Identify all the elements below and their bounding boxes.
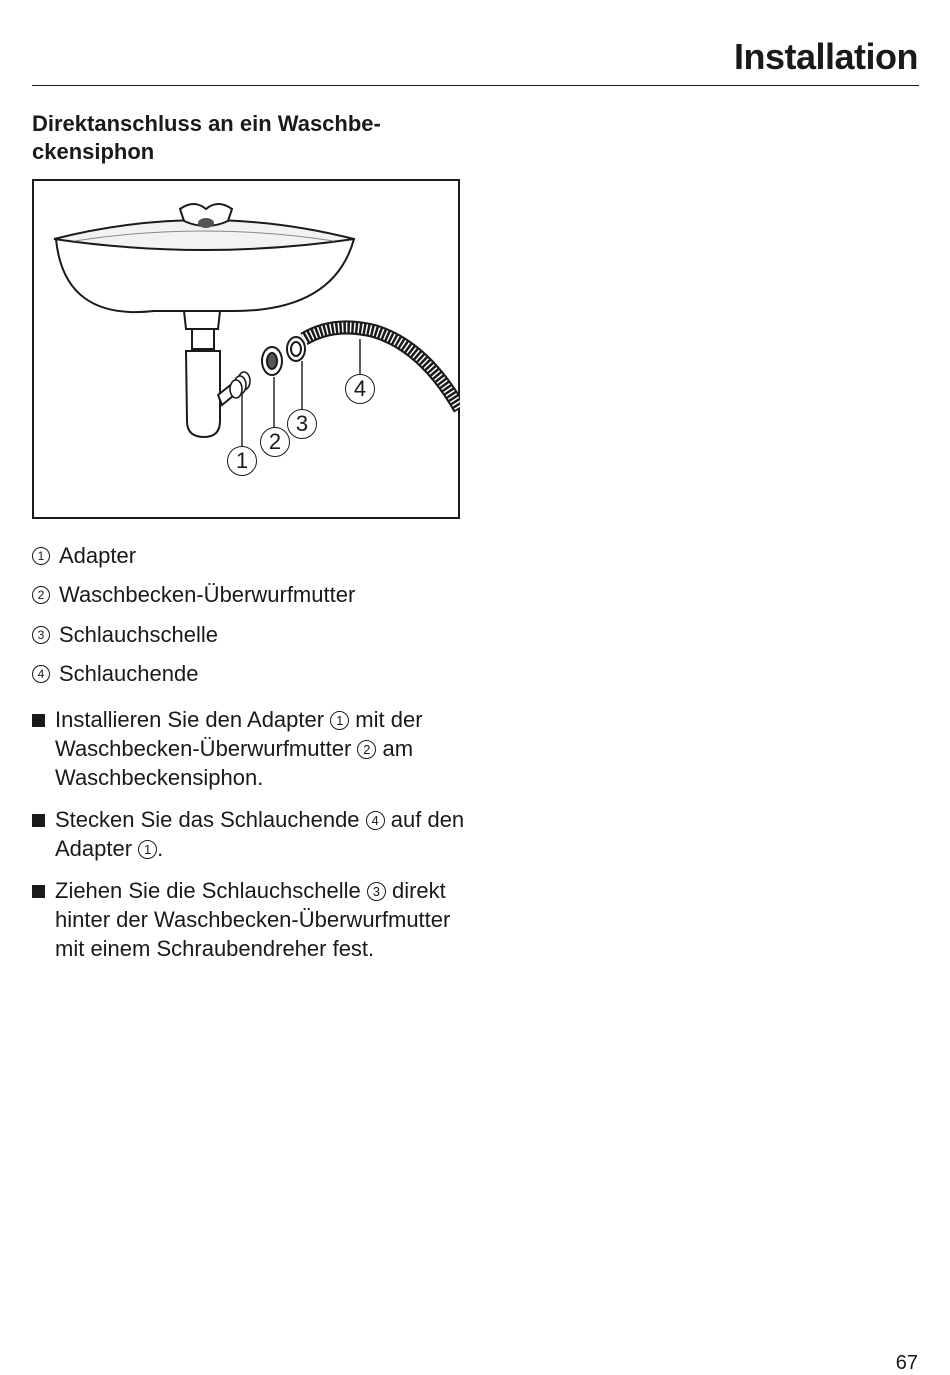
step-ref-number: 1: [138, 840, 157, 859]
instruction-steps: [32, 705, 472, 976]
step-text: am Waschbeckensiphon.: [55, 736, 414, 790]
legend-label: Adapter: [59, 542, 137, 568]
legend-number: 1: [32, 547, 50, 565]
nut-part: [262, 347, 282, 375]
legend-label: Waschbecken-Überwurfmutter: [59, 582, 356, 608]
adapter-part: [230, 372, 250, 398]
step-text: Installieren Sie den Adapter: [55, 707, 331, 732]
legend-item: [32, 655, 355, 695]
step-text: Ziehen Sie die Schlauchschelle: [55, 878, 367, 903]
parts-legend: [32, 536, 355, 694]
section-heading-line2: ckensiphon: [32, 139, 155, 164]
section-heading: [32, 110, 452, 166]
page-title: Installation: [733, 36, 918, 77]
step-ref-number: 2: [357, 740, 376, 759]
step-ref-number: 3: [367, 882, 386, 901]
legend-item: [32, 576, 355, 616]
legend-number: 2: [32, 586, 50, 604]
legend-number: 4: [32, 665, 50, 683]
callout-4: 4: [345, 374, 375, 404]
clamp-part: [287, 337, 305, 361]
instruction-step: [32, 876, 472, 963]
callout-2: 2: [260, 427, 290, 457]
drain-neck: [184, 311, 220, 329]
callout-1: 1: [227, 446, 257, 476]
step-text: .: [157, 836, 164, 861]
step-text: mit der Waschbecken-Überwurfmutter: [55, 707, 423, 761]
instruction-step: [32, 805, 472, 863]
section-heading-line1: Direktanschluss an ein Waschbe-: [32, 111, 381, 136]
legend-number: 3: [32, 626, 50, 644]
step-text: Stecken Sie das Schlauchende: [55, 807, 366, 832]
step-text: auf den Adapter: [55, 807, 465, 861]
step-ref-number: 4: [366, 811, 385, 830]
installation-illustration: [32, 179, 460, 519]
callout-3: 3: [287, 409, 317, 439]
siphon-nut-top: [192, 329, 214, 349]
legend-label: Schlauchende: [59, 661, 199, 687]
step-ref-number: 1: [330, 711, 349, 730]
legend-item: [32, 536, 355, 576]
legend-item: [32, 615, 355, 655]
header-divider: [32, 85, 919, 86]
legend-label: Schlauchschelle: [59, 621, 218, 647]
page-number: 67: [895, 1352, 918, 1374]
step-text: direkt hinter der Waschbecken-Überwurfmutter mit einem Schraubendreher fest.: [55, 878, 451, 961]
square-bullet-icon: [32, 714, 45, 727]
square-bullet-icon: [32, 814, 45, 827]
square-bullet-icon: [32, 885, 45, 898]
instruction-step: [32, 705, 472, 792]
siphon-body: [186, 351, 220, 437]
